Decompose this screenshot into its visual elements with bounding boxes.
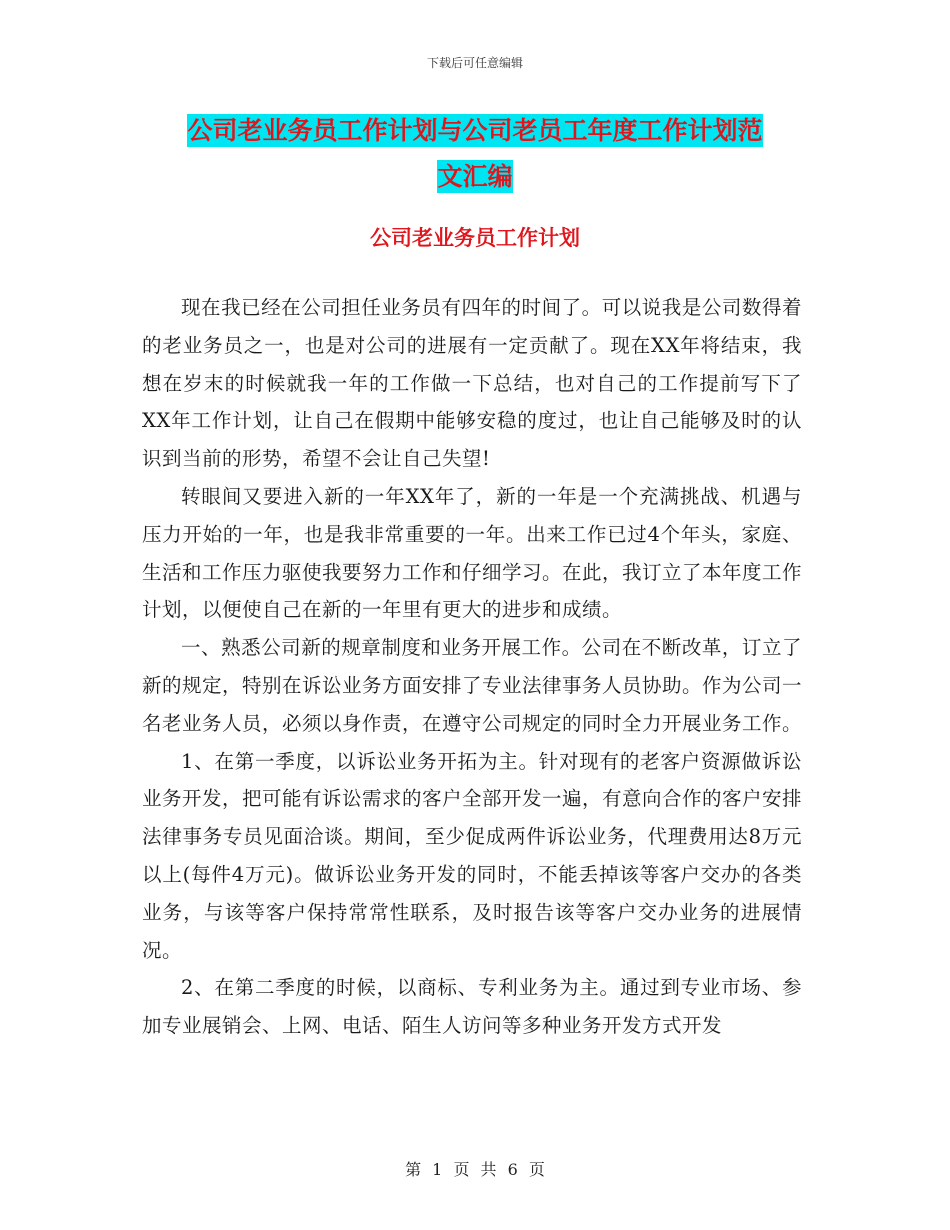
paragraph: 转眼间又要进入新的一年XX年了，新的一年是一个充满挑战、机遇与压力开始的一年，也是我非常重要的一年。出来工作已过4个年头，家庭、生活和工作压力驱使我要努力工作和仔细学习。在此，我订立了本年度工作计划，以便使自己在新的一年里有更大的进步和成绩。	[142, 484, 803, 622]
section-title: 公司老业务员工作计划	[370, 226, 580, 250]
page-number: 第 1 页 共 6 页	[405, 1160, 545, 1179]
paragraph: 现在我已经在公司担任业务员有四年的时间了。可以说我是公司数得着的老业务员之一，也是对公司的进展有一定贡献了。现在XX年将结束，我想在岁末的时候就我一年的工作做一下总结，也对自己的工作提前写下了XX年工作计划，让自己在假期中能够安稳的度过，也让自己能够及时的认识到当前的形势，希望不会让自己失望!	[142, 296, 802, 471]
paragraph: 1、在第一季度，以诉讼业务开拓为主。针对现有的老客户资源做诉讼业务开发，把可能有诉讼需求的客户全部开发一遍，有意向合作的客户安排法律事务专员见面洽谈。期间，至少促成两件诉讼业务，代理费用达8万元以上(每件4万元)。做诉讼业务开发的同时，不能丢掉该等客户交办的各类业务，与该等客户保持常常性联系，及时报告该等客户交办业务的进展情况。	[142, 749, 803, 962]
document-title	[150, 108, 800, 200]
document-body	[142, 289, 802, 1045]
document-title-line-2: 文汇编	[437, 162, 513, 191]
header-note: 下载后可任意编辑	[426, 56, 523, 70]
paragraph: 一、熟悉公司新的规章制度和业务开展工作。公司在不断改革，订立了新的规定，特别在诉讼业务方面安排了专业法律事务人员协助。作为公司一名老业务人员，必须以身作责，在遵守公司规定的同时全力开展业务工作。	[142, 636, 803, 735]
document-title-line-1: 公司老业务员工作计划与公司老员工年度工作计划范	[187, 116, 763, 145]
paragraph: 2、在第二季度的时候，以商标、专利业务为主。通过到专业市场、参加专业展销会、上网、电话、陌生人访问等多种业务开发方式开发	[142, 976, 802, 1038]
